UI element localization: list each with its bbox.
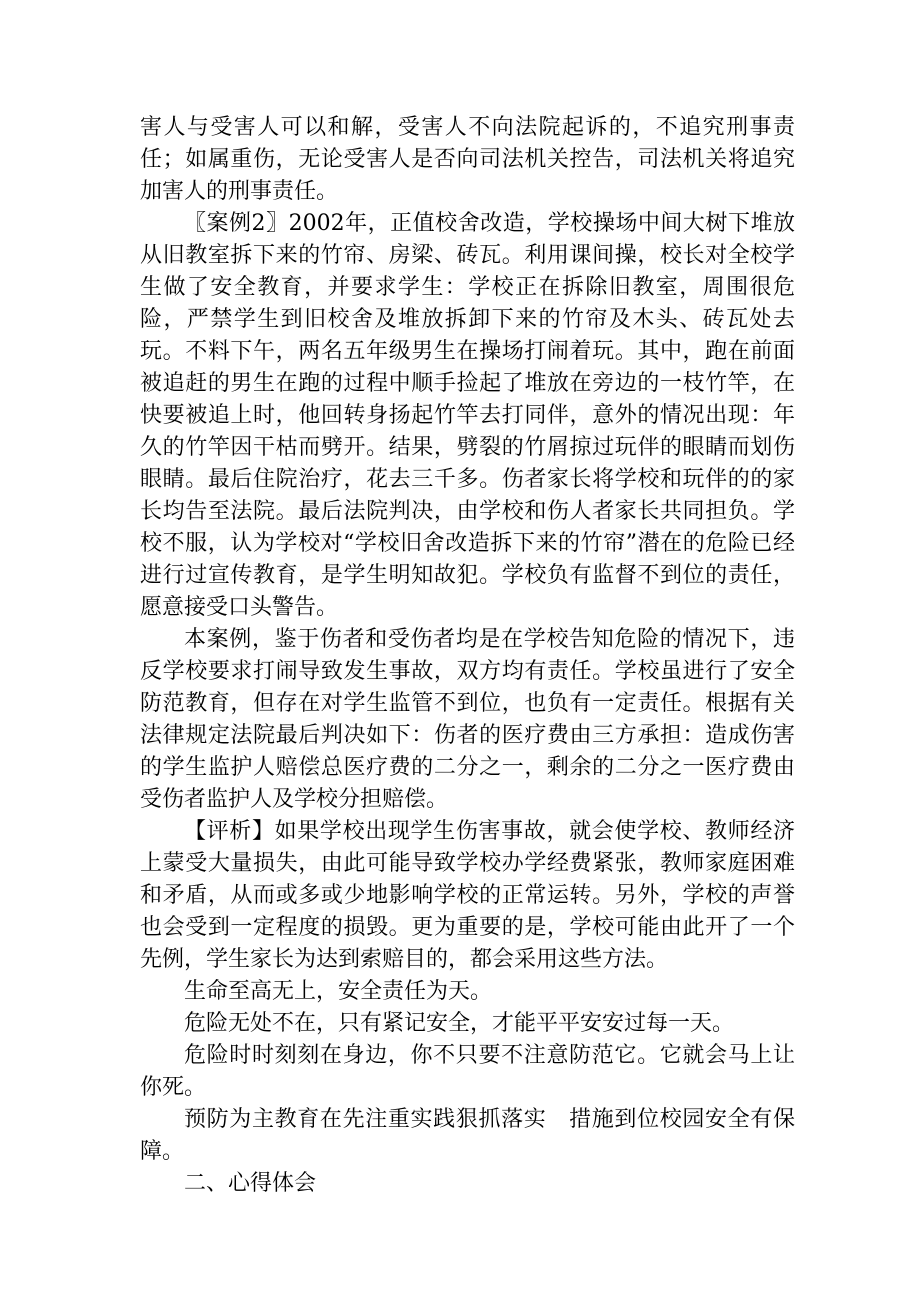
paragraph-slogan-4: 预防为主教育在先注重实践狠抓落实 措施到位校园安全有保障。 bbox=[140, 1107, 795, 1164]
paragraph-slogan-3: 危险时时刻刻在身边，你不只要不注意防范它。它就会马上让你死。 bbox=[140, 1043, 795, 1100]
paragraph-commentary: 【评析】如果学校出现学生伤害事故，就会使学校、教师经济上蒙受大量损失，由此可能导致学校办学经费紧张，教师家庭困难和矛盾，从而或多或少地影响学校的正常运转。另外，学校的声誉也会受到一定程度的损毁。更为重要的是，学校可能由此开了一个先例，学生家长为达到索赔目的，都会采用这些方法。 bbox=[140, 819, 795, 972]
paragraph-slogan-1: 生命至高无上，安全责任为天。 bbox=[184, 979, 493, 1004]
document-body bbox=[140, 112, 795, 1200]
paragraph-case-analysis: 本案例，鉴于伤者和受伤者均是在学校告知危险的情况下，违反学校要求打闹导致发生事故，双方均有责任。学校虽进行了安全防范教育，但存在对学生监管不到位，也负有一定责任。根据有关法律规定法院最后判决如下：伤者的医疗费由三方承担：造成伤害的学生监护人赔偿总医疗费的二分之一，剩余的二分之一医疗费由受伤者监护人及学校分担赔偿。 bbox=[140, 627, 795, 812]
section-heading: 二、心得体会 bbox=[184, 1171, 317, 1196]
paragraph-case-2: 〖案例2〗2002年，正值校舍改造，学校操场中间大树下堆放从旧教室拆下来的竹帘、房梁、砖瓦。利用课间操，校长对全校学生做了安全教育，并要求学生：学校正在拆除旧教室，周围很危险，严禁学生到旧校舍及堆放拆卸下来的竹帘及木头、砖瓦处去玩。不料下午，两名五年级男生在操场打闹着玩。其中，跑在前面被追赶的男生在跑的过程中顺手捡起了堆放在旁边的一枝竹竿，在快要被追上时，他回转身扬起竹竿去打同伴，意外的情况出现：年久的竹竿因干枯而劈开。结果，劈裂的竹屑掠过玩伴的眼睛而划伤眼睛。最后住院治疗，花去三千多。伤者家长将学校和玩伴的的家长均告至法院。最后法院判决，由学校和伤人者家长共同担负。学校不服，认为学校对“学校旧舍改造拆下来的竹帘”潜在的危险已经进行过宣传教育，是学生明知故犯。学校负有监督不到位的责任，愿意接受口头警告。 bbox=[140, 211, 795, 620]
paragraph-slogan-2: 危险无处不在，只有紧记安全，才能平平安安过每一天。 bbox=[184, 1011, 735, 1036]
paragraph-continuation: 害人与受害人可以和解，受害人不向法院起诉的，不追究刑事责任；如属重伤，无论受害人是否向司法机关控告，司法机关将追究加害人的刑事责任。 bbox=[140, 115, 795, 204]
